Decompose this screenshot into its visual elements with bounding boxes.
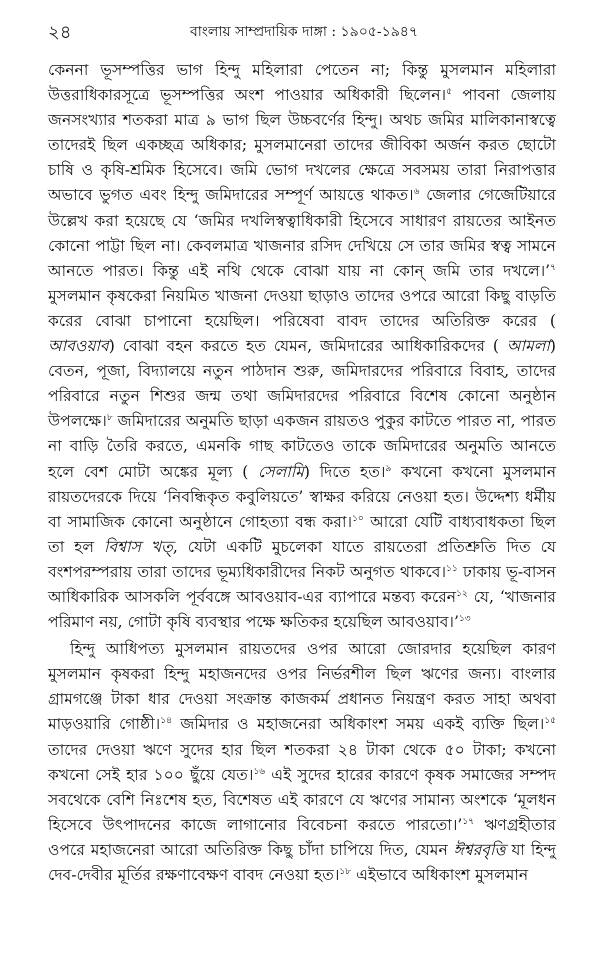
page-number: ২৪ bbox=[48, 22, 72, 43]
footnote-ref: ৫ bbox=[446, 86, 452, 97]
text-run: পাবনা জেলায় জনসংখ্যার শতকরা মাত্র ৯ ভাগ ছিল উচ্চবর্ণের হিন্দু। অথচ জমির মালিকানাস্বত্বে তাদেরই ছিল একচ্ছত্র অধিকার; মুসলমানেরা তাদের জীবিকা অর্জন করত ছোটো চাষি ও কৃষি-শ্রমিক হিসেবে। জমি ভোগ দখলের ক্ষেত্রে সবসময় তারা নিরাপত্তার অভাবে ভুগত এবং হিন্দু জমিদারের সম্পূর্ণ আয়ত্তে থাকত। bbox=[48, 86, 556, 205]
text-run: ) বেতন, পূজা, বিদ্যালয়ে নতুন পাঠদান শুরু, জমিদারদের পরিবারে বিবাহ, তাদের পরিবারে নতুন শিশুর জন্ম তথা জমিদারদের পরিবারে বিশেষ কোনো অনুষ্ঠান উপলক্ষে। bbox=[48, 337, 556, 431]
text-run: এই সুদের হারের কারণে কৃষক সমাজের সম্পদ সবথেকে বেশি নিঃশেষ হত, বিশেষত এই কারণে যে ঋণের সামান্য অংশকে ‘মূলধন হিসেবে উৎপাদনের কাজে লাগানোর বিবেচনা করতে পারতো।’ bbox=[48, 765, 556, 834]
italic-term: বিশ্বাস খত্ bbox=[104, 537, 173, 556]
paragraph-2 bbox=[48, 637, 556, 888]
text-run: জেলার গেজেটিয়ারে উল্লেখ করা হয়েছে যে ‘জমির দখলিস্বত্বাধিকারী হিসেবে সাধারণ রায়তের আইনত কোনো পাট্টা ছিল না। কেবলমাত্র খাজনার রসিদ দেখিয়ে সে তার জমির স্বত্ব সামনে আনতে পারত। কিন্তু এই নথি থেকে বোঝা যায় না কোন্ জমি তার দখলে।’ bbox=[48, 186, 556, 280]
text-run: এইভাবে অধিকাংশ মুসলমান bbox=[351, 866, 529, 884]
footnote-ref: ৭ bbox=[550, 262, 556, 273]
text-run: ) দিতে হত। bbox=[303, 462, 386, 481]
footnote-ref: ১২ bbox=[456, 588, 468, 599]
footnote-ref: ৮ bbox=[106, 413, 113, 424]
footnote-ref: ১০ bbox=[352, 513, 364, 524]
footnote-ref: ১৩ bbox=[458, 613, 471, 624]
text-run: , যেটা একটি মুচলেকা যাতে রায়তেরা প্রতিশ্রুতি দিত যে বংশপরম্পরায় তারা তাদের ভূম্যধিকারীদের নিকট অনুগত থাকবে। bbox=[48, 537, 556, 581]
text-run: জমিদারের অনুমতি ছাড়া একজন রায়তও পুকুর কাটতে পারত না, পারত না বাড়ি তৈরি করতে, এমনকি গাছ কাটতেও তাকে জমিদারের অনুমতি আনতে হলে বেশ মোটা অঙ্কের মূল্য ( bbox=[48, 412, 556, 481]
footnote-ref: ৯ bbox=[385, 463, 392, 474]
footnote-ref: ১৫ bbox=[544, 716, 556, 727]
text-run: ) বোঝা বহন করতে হত যেমন, জমিদারের আধিকারিকদের ( bbox=[108, 337, 507, 356]
footnote-ref: ৬ bbox=[413, 187, 420, 198]
footnote-ref: ১৬ bbox=[253, 766, 266, 777]
italic-term: আমলা bbox=[506, 337, 550, 356]
text-run: মুসলমান কৃষকেরা নিয়মিত খাজনা দেওয়া ছাড়াও তাদের ওপরে আরো কিছু বাড়তি করের বোঝা চাপানো হয়েছিল। পরিষেবা বাবদ তাদের অতিরিক্ত করের ( bbox=[48, 286, 556, 330]
text-run: কেননা ভূসম্পত্তির ভাগ হিন্দু মহিলারা পেতেন না; কিন্তু মুসলমান মহিলারা উত্তরাধিকারসূত্রে ভূসম্পত্তির অংশ পাওয়ার অধিকারী ছিলেন। bbox=[48, 61, 556, 105]
text-run: তাদের দেওয়া ঋণে সুদের হার ছিল শতকরা ২৪ টাকা থেকে ৫০ টাকা; কখনো কখনো সেই হার ১০০ ছুঁয়ে যেত। bbox=[48, 740, 556, 784]
italic-term: ঈশ্বরবৃত্তি bbox=[453, 840, 506, 859]
text-run: যে, ‘খাজনার পরিমাণ নয়, গোটা কৃষি ব্যবস্থার পক্ষে ক্ষতিকর হয়েছিল আবওয়াব।’ bbox=[48, 587, 556, 632]
text-run: হিন্দু আধিপত্য মুসলমান রায়তদের ওপর আরো জোরদার হয়েছিল কারণ মুসলমান কৃষকরা হিন্দু মহাজনদের ওপর নির্ভরশীল ছিল ঋণের জন্য। বাংলার গ্রামগঞ্জে টাকা ধার দেওয়া সংক্রান্ত কাজকর্ম প্রধানত নিয়ন্ত্রণ করত সাহা অথবা মাড়ওয়ারি গোষ্ঠী। bbox=[48, 640, 556, 734]
running-title: বাংলায় সাম্প্রদায়িক দাঙ্গা : ১৯০৫-১৯৪৭ bbox=[190, 24, 418, 40]
italic-term: আবওয়াব bbox=[48, 337, 109, 356]
footnote-ref: ১১ bbox=[446, 563, 458, 574]
text-run: কখনো কখনো মুসলমান রায়তদেরকে দিয়ে ‘নিবন্ধিকৃত কবুলিয়তে’ স্বাক্ষর করিয়ে নেওয়া হত। উদ্দেশ্য ধর্মীয় বা সামাজিক কোনো অনুষ্ঠানে গোহত্যা বন্ধ করা। bbox=[48, 462, 557, 531]
text-run: জমিদার ও মহাজনেরা অধিকাংশ সময় একই ব্যক্তি ছিল। bbox=[171, 715, 545, 734]
text-run: ঋণগ্রহীতার ওপরে মহাজনেরা আরো অতিরিক্ত কিছু চাঁদা চাপিয়ে দিত, যেমন bbox=[48, 815, 556, 859]
footnote-ref: ১৭ bbox=[462, 816, 475, 827]
footnote-ref: ১৪ bbox=[160, 716, 172, 727]
italic-term: সেলামি bbox=[258, 462, 304, 481]
footnote-ref: ১৮ bbox=[339, 866, 352, 877]
text-run: আরো যেটি বাধ্যবাধকতা ছিল তা হল bbox=[48, 512, 557, 556]
page-header bbox=[48, 18, 560, 42]
body-text bbox=[48, 58, 556, 888]
text-run: যা হিন্দু দেব-দেবীর মূর্তির রক্ষণাবেক্ষণ বাবদ নেওয়া হত। bbox=[48, 840, 556, 884]
text-run: ঢাকায় ভূ-বাসন আধিকারিক আসকলি পূর্ববঙ্গে আবওয়াব-এর ব্যাপারে মন্তব্য করেন bbox=[48, 562, 556, 606]
paragraph-1 bbox=[48, 58, 556, 635]
